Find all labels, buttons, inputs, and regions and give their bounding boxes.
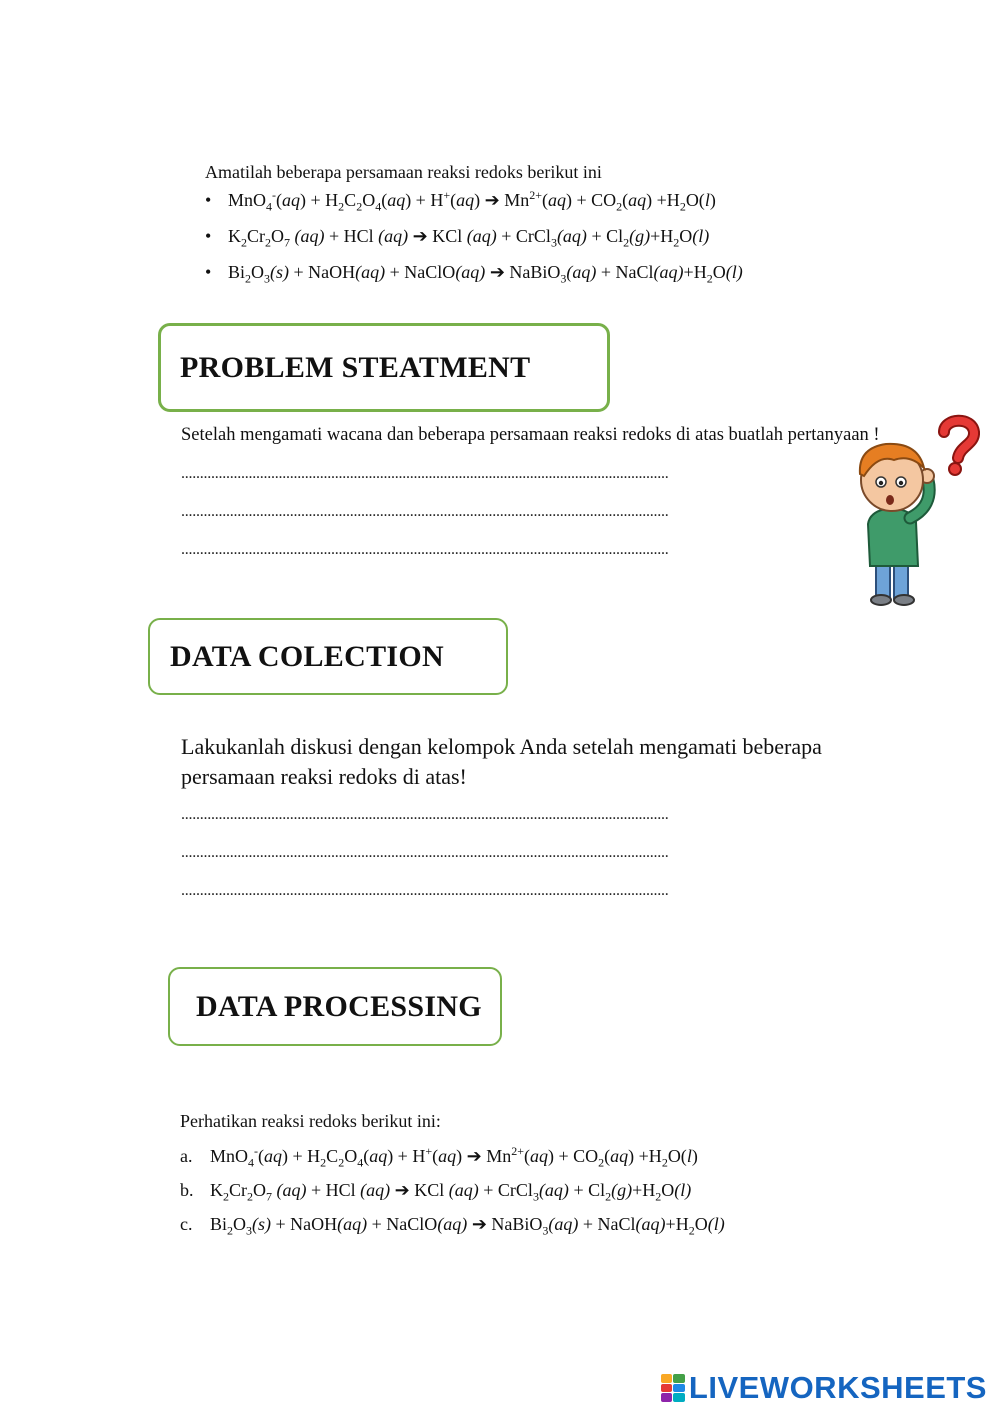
answer-line-6[interactable]: .................................................................................................................................. — [181, 882, 669, 899]
equation: $MnO_4^-(aq) + H_2C_2O_4(aq) + H^+(aq)$ ➔ $Mn^{2+}(aq) + CO_2(aq) +H_2O(l)$ — [210, 1144, 698, 1170]
problem-statement-header — [158, 323, 610, 412]
equation-item: • $MnO_4^-(aq) + H_2C_2O_4(aq) + H^+(aq)$ ➔ $Mn^{2+}(aq) + CO_2(aq) +H_2O(l)$ — [205, 186, 743, 222]
problem-statement-prompt: Setelah mengamati wacana dan beberapa persamaan reaksi redoks di atas buatlah pertanyaan ! — [181, 425, 880, 445]
equation-item: • $K_2Cr_2O_7$ (aq) + HCl (aq) ➔ KCl (aq) + CrCl$_3$(aq) + $Cl_2(g)+H_2O(l)$ — [205, 222, 743, 258]
data-processing-prompt: Perhatikan reaksi redoks berikut ini: — [180, 1111, 441, 1131]
data-processing-header — [168, 967, 502, 1046]
liveworksheets-logo[interactable] — [661, 1370, 987, 1406]
list-item — [180, 1176, 725, 1210]
equation-list — [205, 186, 743, 294]
section-title: DATA PROCESSING — [196, 989, 482, 1023]
answer-line-2[interactable]: .................................................................................................................................. — [181, 503, 669, 520]
answer-line-5[interactable]: .................................................................................................................................. — [181, 844, 669, 861]
brand-name: LIVEWORKSHEETS — [688, 1370, 987, 1405]
equation-item: • $Bi_2O_3(s)$ + NaOH(aq) + NaClO(aq) ➔ NaBiO$_3$(aq) + $NaCl(aq)+H_2O(l)$ — [205, 258, 743, 294]
thinking-boy-illustration — [848, 414, 980, 610]
list-item — [180, 1210, 725, 1244]
data-collection-prompt: Lakukanlah diskusi dengan kelompok Anda setelah mengamati beberapa persamaan reaksi redoks di atas! — [181, 734, 822, 789]
answer-line-1[interactable]: .................................................................................................................................. — [181, 465, 669, 482]
item-letter: c. — [180, 1214, 193, 1234]
equation: $Bi_2O_3(s)$ + NaOH(aq) + NaClO(aq) ➔ NaBiO$_3$(aq) + $NaCl(aq)+H_2O(l)$ — [210, 1214, 725, 1238]
answer-line-3[interactable]: .................................................................................................................................. — [181, 541, 669, 558]
data-collection-header — [148, 618, 508, 695]
section-title: DATA COLECTION — [170, 639, 444, 673]
logo-icon — [661, 1374, 685, 1402]
item-letter: b. — [180, 1180, 194, 1200]
list-item — [180, 1142, 725, 1176]
equation: $K_2Cr_2O_7$ (aq) + HCl (aq) ➔ KCl (aq) + CrCl$_3$(aq) + $Cl_2(g)+H_2O(l)$ — [210, 1180, 692, 1204]
answer-line-4[interactable]: .................................................................................................................................. — [181, 806, 669, 823]
section-title: PROBLEM STEATMENT — [180, 350, 531, 384]
question-mark-icon — [944, 421, 974, 475]
item-letter: a. — [180, 1146, 193, 1166]
lettered-equation-list — [180, 1142, 725, 1244]
intro-text: Amatilah beberapa persamaan reaksi redoks berikut ini — [205, 162, 602, 182]
